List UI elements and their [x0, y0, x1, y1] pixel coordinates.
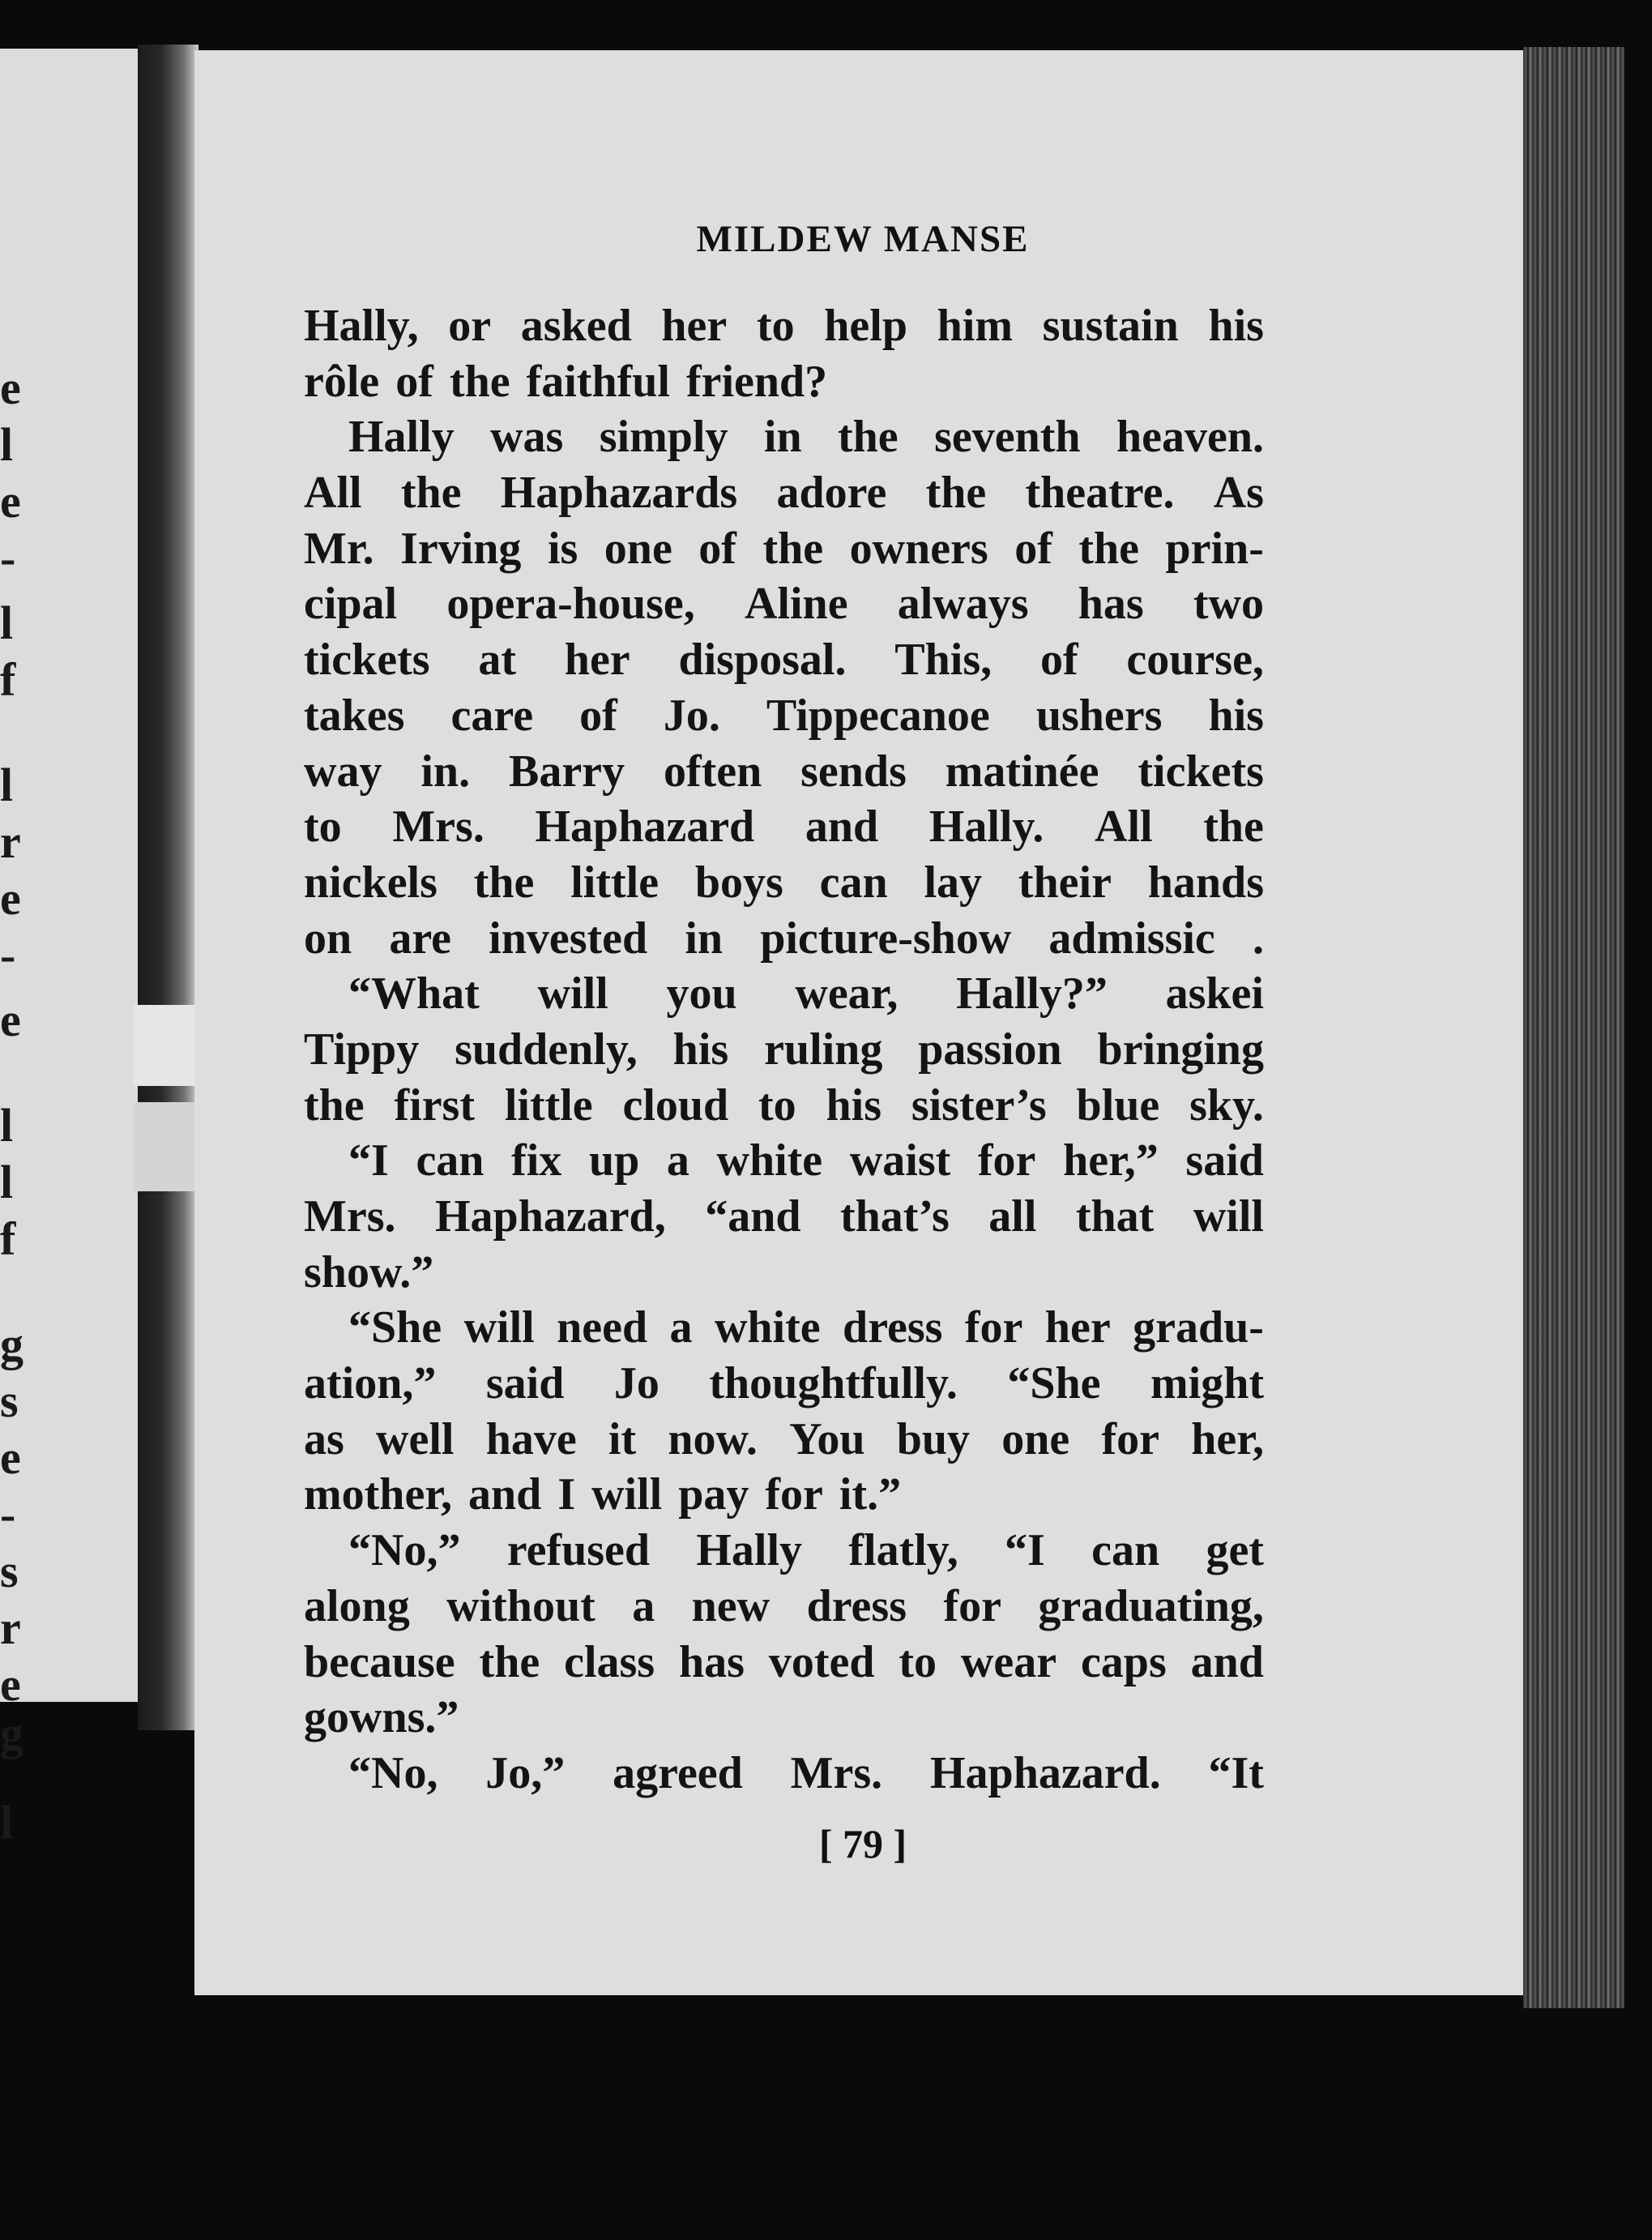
word: askei	[1165, 968, 1264, 1020]
facing-page-fragment: s	[0, 1374, 19, 1427]
word: the	[479, 1636, 540, 1687]
word: one	[604, 523, 672, 574]
word: .	[1252, 913, 1264, 964]
text-line	[304, 465, 1264, 521]
word: tickets	[304, 635, 430, 686]
word: Jo.	[663, 690, 720, 741]
word: way	[304, 746, 382, 797]
word: often	[663, 746, 762, 797]
facing-page-fragment: e	[0, 1658, 21, 1711]
word: of	[1014, 523, 1052, 574]
word: All	[304, 468, 362, 519]
word: along	[304, 1580, 410, 1631]
word: gradu-	[1133, 1302, 1264, 1353]
word: cloud	[622, 1079, 729, 1131]
word: faithful	[526, 356, 670, 407]
facing-page-fragment: l	[0, 596, 14, 649]
word: I	[557, 1469, 576, 1520]
word: sister’s	[911, 1079, 1047, 1131]
word: a	[669, 1302, 693, 1353]
word: without	[446, 1580, 595, 1631]
word: Haphazard,	[435, 1191, 666, 1242]
word: Haphazard.	[929, 1747, 1161, 1798]
word: passion	[918, 1024, 1062, 1075]
word: and	[1190, 1636, 1264, 1687]
word: will	[1193, 1191, 1264, 1242]
text-line	[304, 799, 1264, 855]
word: sends	[800, 746, 907, 797]
word: rôle	[304, 356, 380, 407]
word: sustain	[1042, 301, 1179, 351]
word: to	[756, 301, 795, 351]
word: “I	[1005, 1525, 1045, 1576]
word: wear,	[795, 968, 899, 1020]
text-line	[304, 1133, 1264, 1189]
text-line	[304, 1412, 1264, 1468]
word: his	[1208, 301, 1264, 351]
word: new	[691, 1580, 771, 1631]
facing-page-fragment: l	[0, 418, 14, 471]
word: in.	[420, 746, 471, 797]
word: flatly,	[848, 1525, 958, 1576]
word: it.”	[839, 1469, 902, 1520]
word: Haphazards	[500, 468, 738, 519]
word: as	[304, 1413, 344, 1464]
facing-page-fragment: -	[0, 1488, 16, 1541]
text-line	[304, 298, 1264, 354]
word: her,”	[1063, 1135, 1159, 1186]
facing-page	[0, 49, 142, 1849]
facing-page-fragment: f	[0, 1212, 16, 1265]
word: a	[666, 1135, 689, 1186]
word: his	[672, 1024, 729, 1075]
word: has	[1078, 579, 1144, 630]
word: wear	[960, 1636, 1057, 1687]
word: is	[547, 523, 578, 574]
word: Hally	[696, 1525, 803, 1576]
word: can	[819, 857, 888, 908]
word: asked	[520, 301, 632, 351]
word: admissic	[1048, 913, 1215, 964]
word: heaven.	[1116, 412, 1264, 463]
gutter-paper-damage	[134, 1102, 198, 1191]
word: will	[463, 1302, 535, 1353]
word: at	[478, 635, 516, 686]
word: simply	[599, 412, 728, 463]
word: because	[304, 1636, 455, 1687]
page-edges	[1523, 47, 1624, 2008]
text-line	[304, 632, 1264, 688]
word: Mr.	[304, 523, 374, 574]
facing-page-fragment: e	[0, 361, 21, 414]
word: prin-	[1165, 523, 1264, 574]
word: in	[763, 412, 802, 463]
word: Mrs.	[790, 1747, 883, 1798]
text-line	[304, 521, 1264, 577]
word: Hally	[348, 412, 455, 463]
word: lay	[924, 857, 983, 908]
word: white	[716, 1135, 823, 1186]
word: adore	[776, 468, 887, 519]
word: was	[490, 412, 564, 463]
word: or	[448, 301, 492, 351]
word: their	[1018, 857, 1112, 908]
text-line	[304, 1022, 1264, 1078]
word: will	[591, 1469, 663, 1520]
facing-page-fragment: e	[0, 872, 21, 925]
word: on	[304, 913, 352, 964]
word: get	[1206, 1525, 1264, 1576]
word: pay	[678, 1469, 749, 1520]
word: can	[1091, 1525, 1160, 1576]
word: This,	[894, 635, 992, 686]
word: little	[570, 857, 660, 908]
word: to	[304, 802, 342, 853]
word: the	[304, 1079, 365, 1131]
word: agreed	[613, 1747, 743, 1798]
word: to	[758, 1079, 796, 1131]
word: suddenly,	[455, 1024, 638, 1075]
text-line	[304, 1356, 1264, 1412]
word: invested	[489, 913, 648, 964]
word: Mrs.	[304, 1191, 396, 1242]
word: the	[925, 468, 987, 519]
word: the	[473, 857, 535, 908]
word: said	[485, 1358, 565, 1409]
word: boys	[694, 857, 783, 908]
word: you	[666, 968, 737, 1020]
word: her	[1044, 1302, 1111, 1353]
word: care	[450, 690, 534, 741]
word: might	[1150, 1358, 1264, 1409]
word: show.”	[304, 1246, 434, 1297]
word: for	[765, 1469, 823, 1520]
text-line	[304, 576, 1264, 632]
word: fix	[511, 1135, 562, 1186]
word: sky.	[1189, 1079, 1264, 1131]
word: have	[485, 1413, 577, 1464]
word: voted	[768, 1636, 875, 1687]
word: all	[988, 1191, 1037, 1242]
word: dress	[806, 1580, 907, 1631]
word: him	[937, 301, 1013, 351]
word: thoughtfully.	[709, 1358, 958, 1409]
word: “No,	[348, 1747, 438, 1798]
facing-page-fragment: r	[0, 815, 21, 868]
word: matinée	[945, 746, 1099, 797]
word: “I	[348, 1135, 389, 1186]
text-line	[304, 1579, 1264, 1635]
text-line	[304, 1635, 1264, 1691]
facing-page-fragment: f	[0, 653, 16, 706]
word: always	[897, 579, 1029, 630]
word: ushers	[1035, 690, 1163, 741]
facing-page-fragment: e	[0, 475, 21, 528]
word: his	[826, 1079, 881, 1131]
text-line	[304, 688, 1264, 744]
facing-page-fragment: l	[0, 1796, 14, 1849]
word: Hally,	[304, 301, 419, 351]
text-line	[304, 911, 1264, 967]
facing-page-fragment: g	[0, 1318, 23, 1370]
word: Hally?”	[956, 968, 1108, 1020]
word: theatre.	[1025, 468, 1175, 519]
word: You	[789, 1413, 865, 1464]
word: mother,	[304, 1469, 453, 1520]
word: Jo	[613, 1358, 660, 1409]
word: All	[1095, 802, 1153, 853]
word: and	[468, 1469, 542, 1520]
word: has	[678, 1636, 745, 1687]
word: “She	[348, 1302, 442, 1353]
word: up	[588, 1135, 640, 1186]
text-line	[304, 1746, 1264, 1802]
word: of	[698, 523, 736, 574]
word: ation,”	[304, 1358, 437, 1409]
word: friend?	[685, 356, 828, 407]
text-line	[304, 744, 1264, 800]
word: takes	[304, 690, 405, 741]
body-text	[304, 298, 1264, 1802]
word: “No,”	[348, 1525, 461, 1576]
word: ruling	[764, 1024, 883, 1075]
word: bringing	[1097, 1024, 1264, 1075]
word: Hally.	[928, 802, 1044, 853]
word: picture-show	[760, 913, 1012, 964]
text-line	[304, 1300, 1264, 1356]
word: “and	[705, 1191, 801, 1242]
word: Haphazard	[535, 802, 755, 853]
word: two	[1193, 579, 1264, 630]
text-line	[304, 1690, 1264, 1746]
word: it	[608, 1413, 637, 1464]
word: will	[537, 968, 608, 1020]
word: for	[1101, 1413, 1160, 1464]
word: in	[685, 913, 724, 964]
word: hands	[1147, 857, 1264, 908]
word: for	[964, 1302, 1023, 1353]
word: of	[579, 690, 617, 741]
word: blue	[1076, 1079, 1160, 1131]
word: Aline	[744, 579, 848, 630]
text-line	[304, 1189, 1264, 1245]
word: the	[400, 468, 462, 519]
facing-page-fragment: s	[0, 1545, 19, 1597]
word: buy	[896, 1413, 971, 1464]
word: well	[376, 1413, 455, 1464]
word: her	[661, 301, 728, 351]
word: her	[564, 635, 630, 686]
text-line	[304, 1467, 1264, 1523]
word: caps	[1080, 1636, 1167, 1687]
text-line	[304, 354, 1264, 410]
word: As	[1213, 468, 1264, 519]
word: little	[504, 1079, 593, 1131]
word: that’s	[839, 1191, 950, 1242]
page-number: [ 79 ]	[818, 1821, 907, 1866]
word: need	[557, 1302, 648, 1353]
facing-page-fragment: -	[0, 532, 16, 584]
word: the	[449, 356, 510, 407]
facing-page-fragment: l	[0, 1156, 14, 1208]
word: the	[762, 523, 824, 574]
facing-page-fragment: l	[0, 1099, 14, 1152]
word: the	[1078, 523, 1140, 574]
running-head: MILDEW MANSE	[696, 218, 1030, 260]
word: “It	[1208, 1747, 1264, 1798]
book-gutter	[138, 45, 198, 1730]
text-line	[304, 409, 1264, 465]
word: “She	[1007, 1358, 1101, 1409]
word: nickels	[304, 857, 438, 908]
word: refused	[506, 1525, 651, 1576]
word: the	[1203, 802, 1264, 853]
word: of	[395, 356, 433, 407]
word: waist	[849, 1135, 951, 1186]
gutter-paper-damage	[134, 1005, 198, 1086]
word: tickets	[1138, 746, 1264, 797]
word: Irving	[400, 523, 522, 574]
word: the	[838, 412, 899, 463]
word: course,	[1126, 635, 1264, 686]
word: one	[1001, 1413, 1070, 1464]
text-line	[304, 855, 1264, 911]
word: his	[1208, 690, 1264, 741]
word: her,	[1191, 1413, 1264, 1464]
word: Jo,”	[485, 1747, 566, 1798]
word: gowns.”	[304, 1692, 459, 1743]
word: Tippy	[304, 1024, 420, 1075]
word: now.	[668, 1413, 758, 1464]
word: cipal	[304, 579, 398, 630]
text-line	[304, 966, 1264, 1022]
word: of	[1039, 635, 1078, 686]
word: Mrs.	[392, 802, 485, 853]
word: “What	[348, 968, 480, 1020]
word: graduating,	[1038, 1580, 1264, 1631]
word: can	[416, 1135, 485, 1186]
word: a	[632, 1580, 655, 1631]
word: disposal.	[678, 635, 847, 686]
facing-page-fragment: e	[0, 994, 21, 1046]
text-line	[304, 1078, 1264, 1134]
word: that	[1075, 1191, 1155, 1242]
word: dress	[843, 1302, 943, 1353]
facing-page-fragment: g	[0, 1707, 23, 1759]
facing-page-fragment: e	[0, 1431, 21, 1484]
word: Tippecanoe	[766, 690, 990, 741]
facing-page-fragment: -	[0, 929, 16, 981]
word: class	[564, 1636, 655, 1687]
word: and	[805, 802, 879, 853]
facing-page-fragment: r	[0, 1601, 21, 1654]
word: first	[394, 1079, 475, 1131]
facing-page-fragment: l	[0, 759, 14, 811]
text-line	[304, 1245, 1264, 1301]
word: help	[824, 301, 907, 351]
word: Barry	[508, 746, 625, 797]
word: white	[714, 1302, 821, 1353]
word: said	[1185, 1135, 1264, 1186]
text-line	[304, 1523, 1264, 1579]
word: opera-house,	[446, 579, 695, 630]
word: for	[977, 1135, 1036, 1186]
word: seventh	[934, 412, 1081, 463]
word: to	[899, 1636, 937, 1687]
word: are	[389, 913, 452, 964]
word: owners	[849, 523, 988, 574]
word: for	[943, 1580, 1001, 1631]
